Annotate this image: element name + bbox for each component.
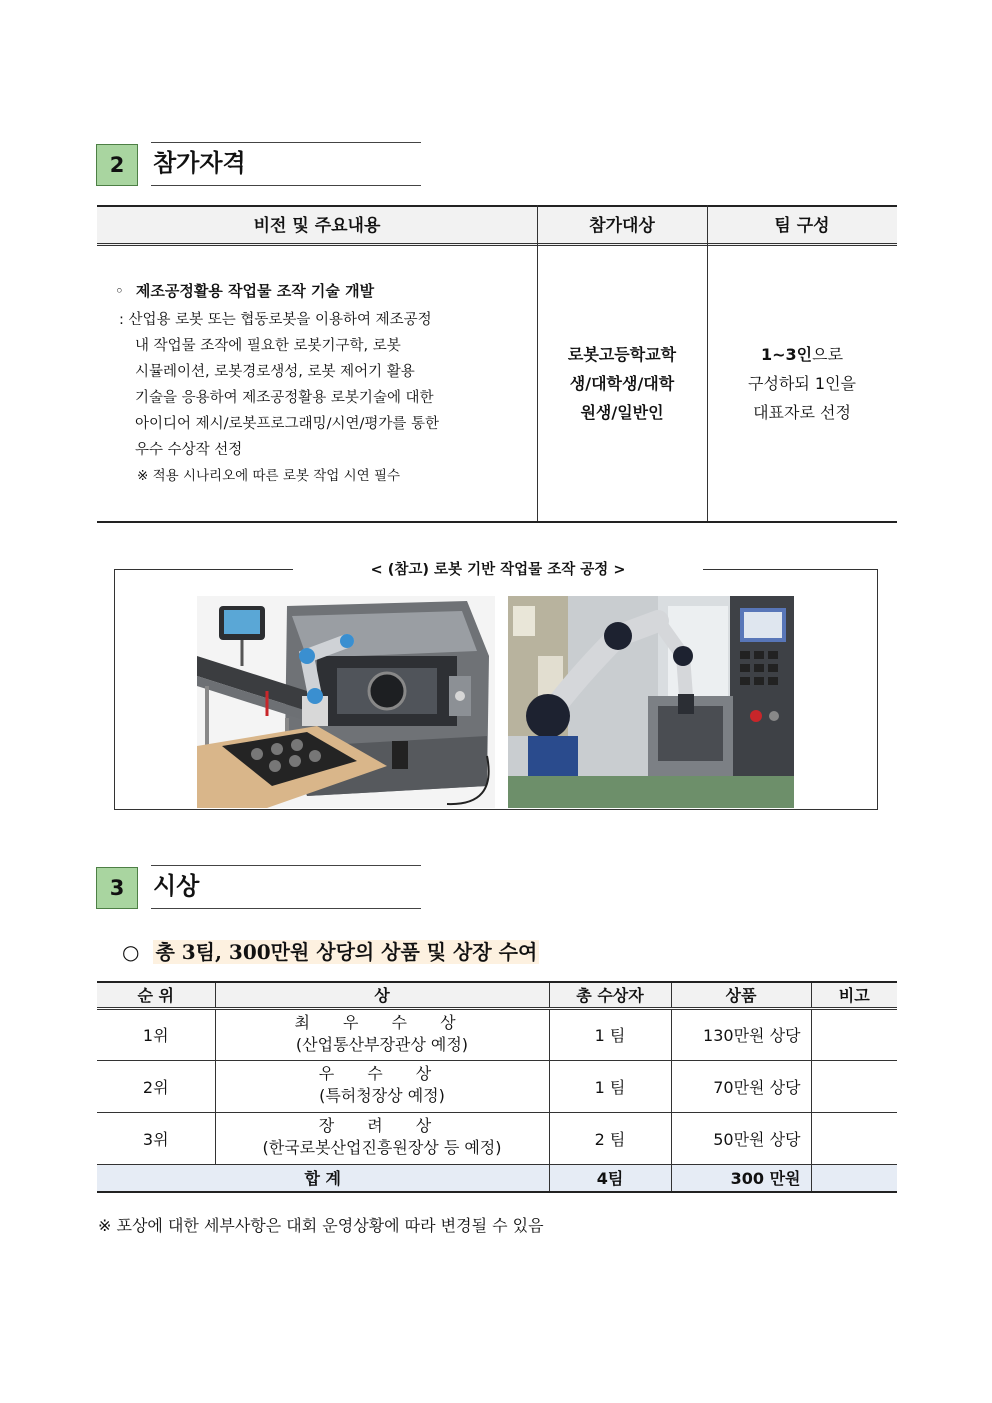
table-header-row	[97, 982, 897, 1008]
target-line: 원생/일반인	[580, 403, 664, 422]
section-title: 시상	[151, 865, 421, 909]
desc-line: 시뮬레이션, 로봇경로생성, 로봇 제어기 활용	[135, 364, 415, 380]
reference-box	[114, 562, 878, 810]
item-title-text: 제조공정활용 작업물 조작 기술 개발	[135, 282, 375, 300]
header-note: 비고	[811, 982, 897, 1008]
header-target: 참가대상	[589, 216, 655, 236]
table-header-row	[97, 205, 897, 246]
note-cell	[811, 1008, 897, 1060]
desc-line: 기술을 응용하여 제조공정활용 로봇기술에 대한	[135, 390, 434, 406]
bullet-mark: ◦	[115, 282, 124, 300]
team-line: 구성하되 1인을	[747, 374, 856, 393]
total-label: 합 계	[97, 1164, 549, 1192]
section-number: 2	[96, 144, 138, 186]
desc-line: 우수 수상작 선정	[135, 442, 243, 458]
header-team: 팀 구성	[774, 216, 830, 236]
item-title	[115, 280, 374, 301]
award-name: 장 려 상	[318, 1116, 446, 1135]
rank-cell: 3위	[97, 1112, 215, 1164]
rank-cell: 2위	[97, 1060, 215, 1112]
table-row	[97, 1008, 897, 1060]
team-size: 1~3인	[760, 345, 813, 364]
total-row	[97, 1164, 897, 1192]
desc-line: 내 작업물 조작에 필요한 로봇기구학, 로봇	[135, 338, 401, 354]
note-cell	[811, 1112, 897, 1164]
count-cell: 1 팀	[549, 1008, 671, 1060]
header-rank: 순 위	[97, 982, 215, 1008]
demo-note: ※ 적용 시나리오에 따른 로봇 작업 시연 필수	[137, 468, 401, 484]
prize-cell: 70만원 상당	[671, 1060, 811, 1112]
award-cell	[215, 1060, 549, 1112]
header-prize: 상품	[671, 982, 811, 1008]
desc-line: : 산업용 로봇 또는 협동로봇을 이용하여 제조공정	[119, 312, 432, 328]
award-issuer: (특허청장상 예정)	[319, 1086, 445, 1105]
desc-line: 아이디어 제시/로봇프로그래밍/시연/평가를 통한	[135, 416, 440, 432]
footnote: ※ 포상에 대한 세부사항은 대회 운영상황에 따라 변경될 수 있음	[98, 1216, 544, 1235]
target-line: 로봇고등학교학	[567, 345, 677, 364]
award-cell	[215, 1112, 549, 1164]
team-size-suffix: 으로	[812, 345, 844, 364]
award-name: 최 우 수 상	[294, 1012, 470, 1032]
award-table	[97, 981, 897, 1193]
count-cell: 2 팀	[549, 1112, 671, 1164]
table-row	[97, 1112, 897, 1164]
reference-title: < (참고) 로봇 기반 작업물 조작 공정 >	[293, 558, 703, 579]
award-cell	[215, 1008, 549, 1060]
cobot-cnc-photo	[508, 596, 794, 808]
award-name: 우 수 상	[318, 1064, 446, 1083]
eligibility-table	[97, 205, 897, 523]
header-count: 총 수상자	[549, 982, 671, 1008]
count-cell: 1 팀	[549, 1060, 671, 1112]
note-cell	[811, 1060, 897, 1112]
award-issuer: (한국로봇산업진흥원장상 등 예정)	[262, 1138, 502, 1157]
table-row	[97, 1060, 897, 1112]
header-vision: 비전 및 주요내용	[253, 216, 381, 236]
section-title: 참가자격	[151, 142, 421, 186]
robot-lathe-illustration	[197, 596, 495, 808]
target-line: 생/대학생/대학	[569, 374, 675, 393]
team-line	[707, 340, 897, 369]
table-bottom-border	[97, 521, 897, 523]
award-summary	[122, 936, 539, 965]
section-number: 3	[96, 867, 138, 909]
total-note	[811, 1164, 897, 1192]
prize-cell: 130만원 상당	[671, 1008, 811, 1060]
item-description	[119, 307, 539, 489]
award-issuer: (산업통산부장관상 예정)	[295, 1034, 469, 1054]
prize-cell: 50만원 상당	[671, 1112, 811, 1164]
bullet-mark: ○	[122, 940, 140, 964]
rank-cell: 1위	[97, 1008, 215, 1060]
total-count: 4팀	[549, 1164, 671, 1192]
award-summary-text: 총 3팀, 300만원 상당의 상품 및 상장 수여	[155, 940, 538, 964]
team-line: 대표자로 선정	[753, 403, 851, 422]
total-prize: 300 만원	[671, 1164, 811, 1192]
target-cell	[537, 340, 707, 427]
header-award: 상	[215, 982, 549, 1008]
team-cell	[707, 340, 897, 427]
